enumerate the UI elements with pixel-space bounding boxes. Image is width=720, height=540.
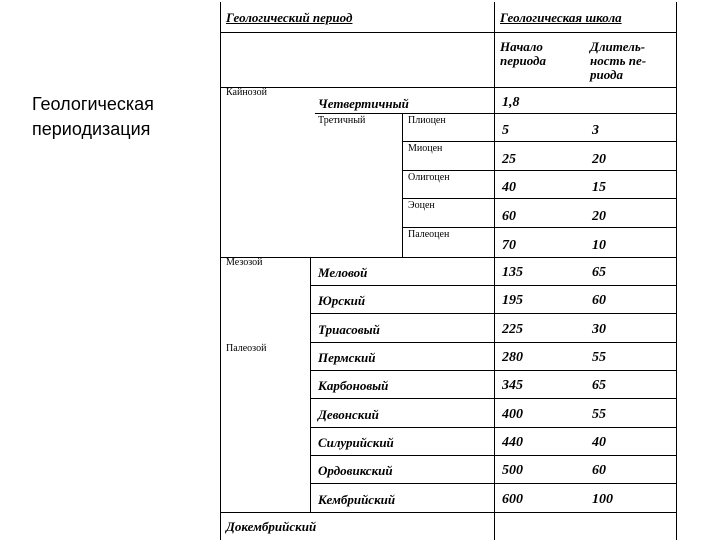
period-name: Триасовый [318,322,380,337]
period-name: Ордовикский [318,463,393,478]
epoch-name: Олигоцен [408,172,450,183]
epoch-start: 25 [502,152,516,167]
epoch-duration: 20 [592,152,606,167]
epoch-duration: 10 [592,238,606,253]
epoch-duration: 3 [592,123,599,138]
period-name: Карбоновый [318,378,389,393]
period-name: Четвертичный [318,96,409,111]
period-start: 400 [502,407,523,422]
epoch-name: Миоцен [408,143,443,154]
header-scale: Геологическая школа [500,10,622,25]
epoch-start: 5 [502,123,509,138]
period-start: 225 [502,322,523,337]
slide-title-line: Геологическая [32,94,154,114]
period-start: 280 [502,350,523,365]
period-name: Кембрийский [318,492,396,507]
period-duration: 60 [592,463,606,478]
period-duration: 30 [592,322,606,337]
era-label: Палеозой [226,343,267,354]
period-duration: 55 [592,350,606,365]
period-duration: 65 [592,378,606,393]
precambrian-label: Докембрийский [226,519,317,534]
period-duration: 100 [592,492,613,507]
epoch-duration: 15 [592,180,606,195]
period-duration: 60 [592,293,606,308]
slide-title-line: периодизация [32,119,151,139]
era-label: Мезозой [226,257,263,268]
period-name: Силурийский [318,435,394,450]
era-label: Кайнозой [226,87,267,98]
period-name: Девонский [318,407,379,422]
period-name: Пермский [318,350,376,365]
column-start-header: Начало периода [500,39,547,68]
epoch-name: Плиоцен [408,115,446,126]
header-period: Геологический период [226,10,353,25]
period-duration: 40 [592,435,606,450]
period-start: 1,8 [502,95,520,110]
period-start: 600 [502,492,523,507]
period-start: 135 [502,265,523,280]
period-duration: 55 [592,407,606,422]
period-start: 345 [502,378,523,393]
period-duration: 65 [592,265,606,280]
period-name: Меловой [318,265,368,280]
period-name: Третичный [318,115,366,126]
epoch-start: 40 [502,180,516,195]
epoch-start: 60 [502,209,516,224]
period-start: 500 [502,463,523,478]
epoch-name: Эоцен [408,200,435,211]
epoch-duration: 20 [592,209,606,224]
column-duration-header: Длитель-ность пе-риода [590,39,647,82]
period-name: Юрский [318,293,366,308]
period-start: 195 [502,293,523,308]
epoch-name: Палеоцен [408,229,450,240]
epoch-start: 70 [502,238,516,253]
period-start: 440 [502,435,523,450]
